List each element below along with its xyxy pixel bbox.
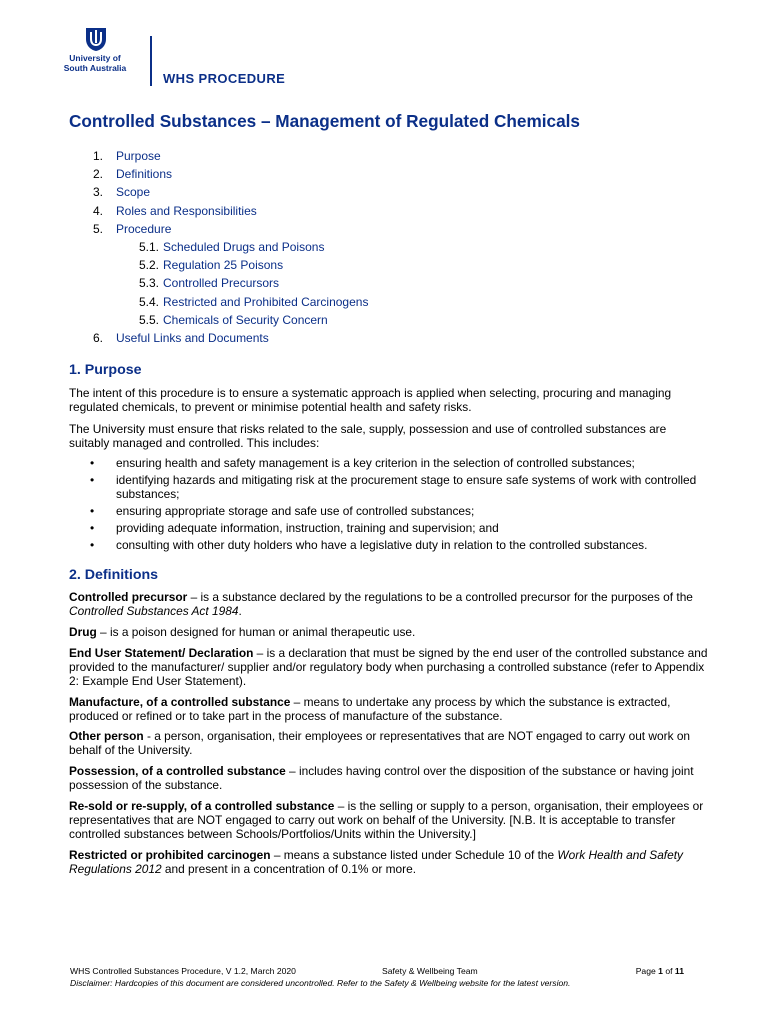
toc-number: 5.2.	[139, 258, 160, 273]
page-header	[0, 0, 770, 100]
definition-possession	[69, 765, 709, 793]
definition-manufacture	[69, 696, 709, 724]
definition-term: Drug	[69, 625, 97, 640]
definition-text: – includes having control over the disposition of the substance or having joint possession of the substance.	[69, 764, 694, 793]
list-item: • ensuring health and safety management is a key criterion in the selection of controlled substances;	[69, 456, 709, 470]
definition-text: – means a substance listed under Schedule 10 of the	[270, 847, 558, 862]
toc-item-procedure[interactable]	[69, 220, 709, 238]
purpose-paragraph-2: The University must ensure that risks related to the sale, supply, possession and use of controlled substances are suitably managed and controlled. This includes:	[69, 422, 667, 451]
toc-item-definitions[interactable]	[69, 165, 709, 183]
list-item: • ensuring appropriate storage and safe use of controlled substances;	[69, 504, 709, 518]
section-heading-purpose: 1. Purpose	[69, 362, 142, 379]
toc-label: Roles and Responsibilities	[116, 203, 257, 218]
definition-text: – is a substance declared by the regulations to be a controlled precursor for the purposes of the	[187, 590, 693, 605]
list-item: • identifying hazards and mitigating risk at the procurement stage to ensure safe systems of work with controlled substances;	[69, 473, 709, 501]
toc-label: Definitions	[116, 167, 173, 182]
toc-label: Purpose	[116, 149, 161, 163]
footer-document-info: WHS Controlled Substances Procedure, V 1.2, March 2020	[70, 966, 296, 976]
document-title: Controlled Substances – Management of Regulated Chemicals	[69, 111, 580, 131]
table-of-contents	[69, 147, 709, 347]
definition-term: Other person	[69, 729, 144, 744]
toc-label: Regulation 25 Poisons	[163, 258, 284, 273]
toc-label: Scheduled Drugs and Poisons	[163, 240, 325, 255]
definition-text: - a person, organisation, their employees or representatives that are NOT engaged to carry out work on behalf of the University.	[69, 729, 691, 758]
toc-number: 4.	[93, 203, 104, 218]
definition-text-end: .	[238, 604, 242, 619]
footer-team: Safety & Wellbeing Team	[382, 966, 478, 976]
toc-number: 5.4.	[139, 294, 160, 309]
definition-text: – is the selling or supply to a person, organisation, their employees or representatives that are NOT engaged to carry out work on behalf of the University. [N.B. It is acceptable to transfer controlled substances between Schools/Portfolios/Units within the University.]	[69, 799, 704, 841]
definition-other-person	[69, 730, 709, 758]
toc-number: 3.	[93, 185, 104, 200]
document-type: WHS PROCEDURE	[163, 71, 286, 86]
header-divider	[150, 36, 152, 86]
footer-page-number	[636, 965, 684, 977]
list-item: • consulting with other duty holders who have a legislative duty in relation to the controlled substances.	[69, 538, 709, 552]
definition-term: Possession, of a controlled substance	[69, 764, 286, 779]
definition-end-user-statement	[69, 647, 709, 689]
toc-label: Controlled Precursors	[163, 276, 280, 291]
definition-controlled-precursor	[69, 591, 709, 619]
definition-text: – means to undertake any process by which the substance is extracted, produced or refined or to take part in the process of manufacture of the substance.	[69, 694, 671, 723]
page-label: Page	[635, 966, 659, 976]
definition-term: Re-sold or re-supply, of a controlled substance	[69, 799, 335, 814]
toc-number: 5.1.	[139, 240, 160, 255]
toc-item-purpose[interactable]	[69, 147, 709, 165]
definition-resupply	[69, 800, 709, 842]
page-current: 1	[658, 966, 663, 976]
toc-number: 5.5.	[139, 312, 160, 327]
toc-item-roles[interactable]	[69, 202, 709, 220]
unisa-shield-icon	[84, 26, 108, 52]
list-item: • providing adequate information, instruction, training and supervision; and	[69, 521, 709, 535]
logo-text-line2: South Australia	[63, 62, 127, 73]
toc-item-controlled-precursors[interactable]	[69, 274, 709, 292]
page-total: 11	[674, 966, 684, 976]
footer-row	[70, 965, 690, 977]
toc-number: 5.	[93, 221, 104, 236]
toc-number: 2.	[93, 167, 104, 182]
definition-term: Restricted or prohibited carcinogen	[69, 847, 271, 862]
page-footer	[70, 965, 690, 989]
logo-text-line1: University of	[69, 53, 121, 63]
toc-number: 5.3.	[139, 276, 160, 291]
page-of: of	[662, 966, 675, 976]
definition-drug	[69, 626, 709, 640]
toc-item-scheduled-drugs[interactable]	[69, 238, 709, 256]
toc-label: Procedure	[116, 221, 172, 236]
definition-text-end: and present in a concentration of 0.1% or more.	[161, 861, 417, 876]
purpose-bullet-list	[69, 456, 709, 552]
toc-number: 1.	[93, 149, 104, 163]
definition-carcinogen	[69, 849, 709, 877]
footer-disclaimer: Disclaimer: Hardcopies of this document are considered uncontrolled. Refer to the Safety & Wellbeing website for the latest version.	[70, 978, 571, 988]
document-body	[69, 110, 709, 884]
definition-term: End User Statement/ Declaration	[69, 645, 254, 660]
section-heading-definitions: 2. Definitions	[69, 567, 159, 584]
toc-item-carcinogens[interactable]	[69, 293, 709, 311]
toc-item-regulation-25[interactable]	[69, 256, 709, 274]
definition-reference: Work Health and Safety Regulations 2012	[69, 847, 683, 876]
definition-text: – is a declaration that must be signed by the end user of the controlled substance and provided to the manufacturer/ supplier and/or regulatory body when purchasing a controlled substance (refer to Appendix 2: Example End User Statement).	[69, 645, 708, 688]
definition-text: – is a poison designed for human or animal therapeutic use.	[96, 625, 416, 640]
toc-item-useful-links[interactable]	[69, 329, 709, 347]
toc-number: 6.	[93, 331, 104, 346]
definition-term: Manufacture, of a controlled substance	[69, 694, 291, 709]
toc-item-scope[interactable]	[69, 183, 709, 201]
toc-label: Restricted and Prohibited Carcinogens	[163, 294, 369, 309]
purpose-paragraph-1: The intent of this procedure is to ensure a systematic approach is applied when selecting, procuring and managing regulated chemicals, to prevent or minimise potential health and safety risks.	[69, 386, 672, 415]
unisa-logo	[62, 26, 130, 73]
toc-item-security-concern[interactable]	[69, 311, 709, 329]
toc-label: Chemicals of Security Concern	[163, 312, 328, 327]
toc-label: Useful Links and Documents	[116, 331, 269, 346]
definition-reference: Controlled Substances Act 1984	[69, 604, 239, 619]
definition-term: Controlled precursor	[69, 590, 188, 605]
toc-label: Scope	[116, 185, 151, 200]
